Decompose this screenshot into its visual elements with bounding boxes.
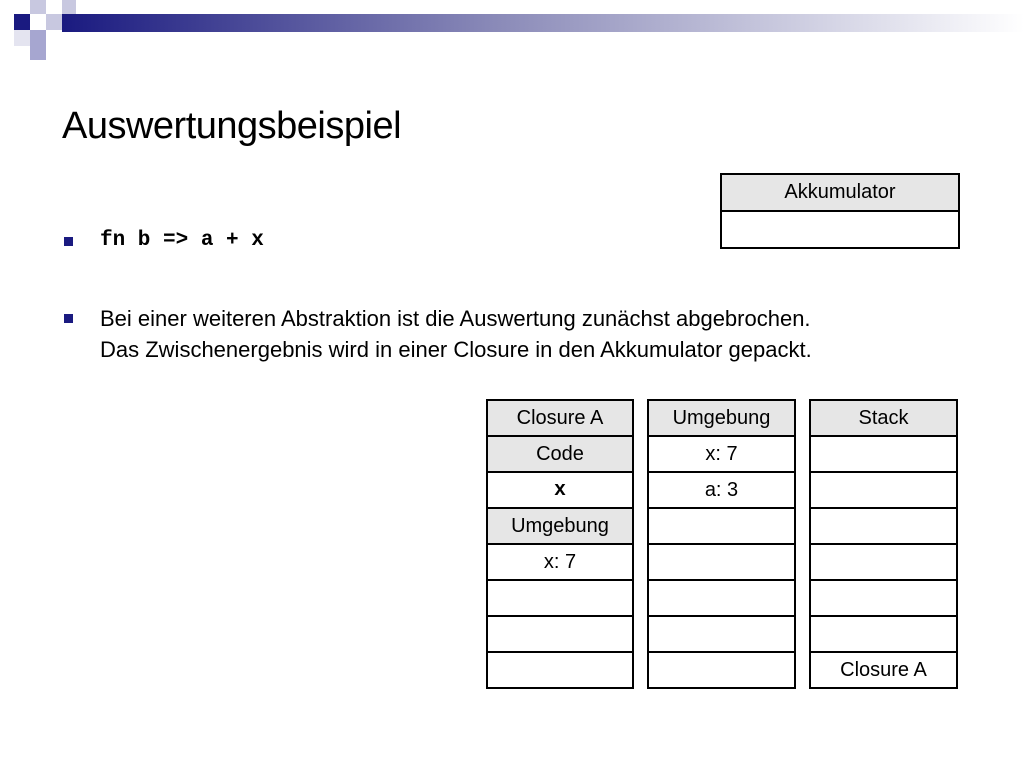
stack-table	[809, 399, 958, 689]
stack-header: Stack	[810, 400, 957, 436]
environment-row	[648, 616, 795, 652]
closure-header: Closure A	[487, 400, 633, 436]
environment-row: a: 3	[648, 472, 795, 508]
header-banner	[0, 0, 1024, 70]
explanation-line: Das Zwischenergebnis wird in einer Closure in den Akkumulator gepackt.	[100, 337, 812, 362]
closure-code-label: Code	[487, 436, 633, 472]
bullet-marker	[64, 314, 73, 323]
closure-table	[486, 399, 634, 689]
closure-code-value: x	[487, 472, 633, 508]
stack-row	[810, 616, 957, 652]
closure-env-label: Umgebung	[487, 508, 633, 544]
closure-env-row	[487, 616, 633, 652]
closure-env-row: x: 7	[487, 544, 633, 580]
bullet-marker	[64, 237, 73, 246]
environment-row	[648, 652, 795, 688]
closure-env-row	[487, 580, 633, 616]
slide-title: Auswertungsbeispiel	[62, 105, 402, 147]
environment-row	[648, 580, 795, 616]
accumulator-header: Akkumulator	[721, 174, 959, 211]
explanation-text	[100, 303, 980, 365]
environment-row	[648, 508, 795, 544]
closure-env-row	[487, 652, 633, 688]
accumulator-value	[721, 211, 959, 248]
stack-row	[810, 580, 957, 616]
accumulator-table	[720, 173, 960, 249]
environment-row: x: 7	[648, 436, 795, 472]
environment-table	[647, 399, 796, 689]
stack-row	[810, 508, 957, 544]
environment-header: Umgebung	[648, 400, 795, 436]
code-expression: fn b => a + x	[100, 229, 264, 252]
stack-row	[810, 544, 957, 580]
environment-row	[648, 544, 795, 580]
explanation-line: Bei einer weiteren Abstraktion ist die Auswertung zunächst abgebrochen.	[100, 306, 811, 331]
stack-row	[810, 472, 957, 508]
stack-row: Closure A	[810, 652, 957, 688]
stack-row	[810, 436, 957, 472]
